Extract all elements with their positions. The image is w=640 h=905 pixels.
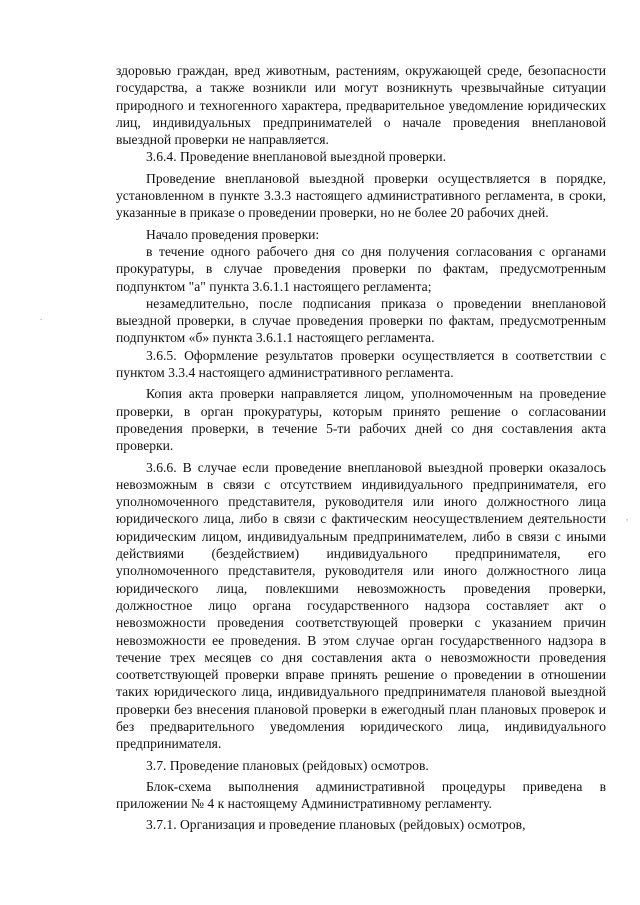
paragraph-start-item-b: незамедлительно, после подписания приказа о проведении внеплановой выездной проверки, в случае проведения проверки по фактам, предусмотренным подпунктом «б» пункта 3.6.1.1 настоящего регламента. [116, 295, 606, 346]
paragraph-block-scheme: Блок-схема выполнения административной процедуры приведена в приложении № 4 к настоящему Административному регламенту. [116, 778, 606, 812]
paragraph-start-item-a: в течение одного рабочего дня со дня получения согласования с органами прокуратуры, в случае проведения проверки по фактам, предусмотренным подпунктом "а" пункта 3.6.1.1 настоящего регламента; [116, 243, 606, 294]
paragraph-procedure: Проведение внеплановой выездной проверки осуществляется в порядке, установленном в пункте 3.3.3 настоящего административного регламента, в сроки, указанные в приказе о проведении проверки, но не более 20 рабочих дней. [116, 170, 606, 221]
section-heading-3-6-4: 3.6.4. Проведение внеплановой выездной проверки. [146, 149, 447, 165]
paragraph-continuation: здоровью граждан, вред животным, растениям, окружающей среде, безопасности государства, а также возникли или могут возникнуть чрезвычайные ситуации природного и техногенного характера, предварительное уведомление юридических лиц, индивидуальных предпринимателей о начале проведения внеплановой выездной проверки не направляется. [116, 63, 606, 148]
scan-speck: . [40, 312, 43, 322]
paragraph-act-copy: Копия акта проверки направляется лицом, уполномоченным на проведение проверки, в орган прокуратуры, которым принято решение о согласовании проведения проверки, в течение 5-ти рабочих дней со дня составления акта проверки. [116, 386, 606, 454]
section-heading-3-6-5: 3.6.5. Оформление результатов проверки осуществляется в соответствии с пунктом 3.3.4 настоящего административного регламента. [116, 347, 606, 381]
section-3-6-6: 3.6.6. В случае если проведение внеплановой выездной проверки оказалось невозможным в связи с отсутствием индивидуального предпринимателя, его уполномоченного представителя, руководителя или иного должностного лица юридического лица, либо в связи с фактическим неосуществлением деятельности юридическим лицом, индивидуальным предпринимателем, либо в связи с иными действиями (бездействием) индивидуального предпринимателя, его уполномоченного представителя, руководителя или иного должностного лица юридического лица, повлекшими невозможность проведения проверки, должностное лицо органа государственного надзора составляет акт о невозможности проведения соответствующей проверки с указанием причин невозможности ее проведения. В этом случае орган государственного надзора в течение трех месяцев со дня составления акта о невозможности проведения соответствующей проверки вправе принять решение о проведении в отношении таких юридического лица, индивидуального предпринимателя плановой выездной проверки без внесения плановой проверки в ежегодный план плановых проверок и без предварительного уведомления юридического лица, индивидуального предпринимателя. [116, 459, 606, 752]
section-heading-3-7: 3.7. Проведение плановых (рейдовых) осмотров. [146, 757, 429, 773]
paragraph-start-heading: Начало проведения проверки: [146, 226, 320, 242]
section-heading-3-7-1: 3.7.1. Организация и проведение плановых (рейдовых) осмотров, [146, 817, 526, 833]
scan-speck: , [626, 512, 629, 522]
